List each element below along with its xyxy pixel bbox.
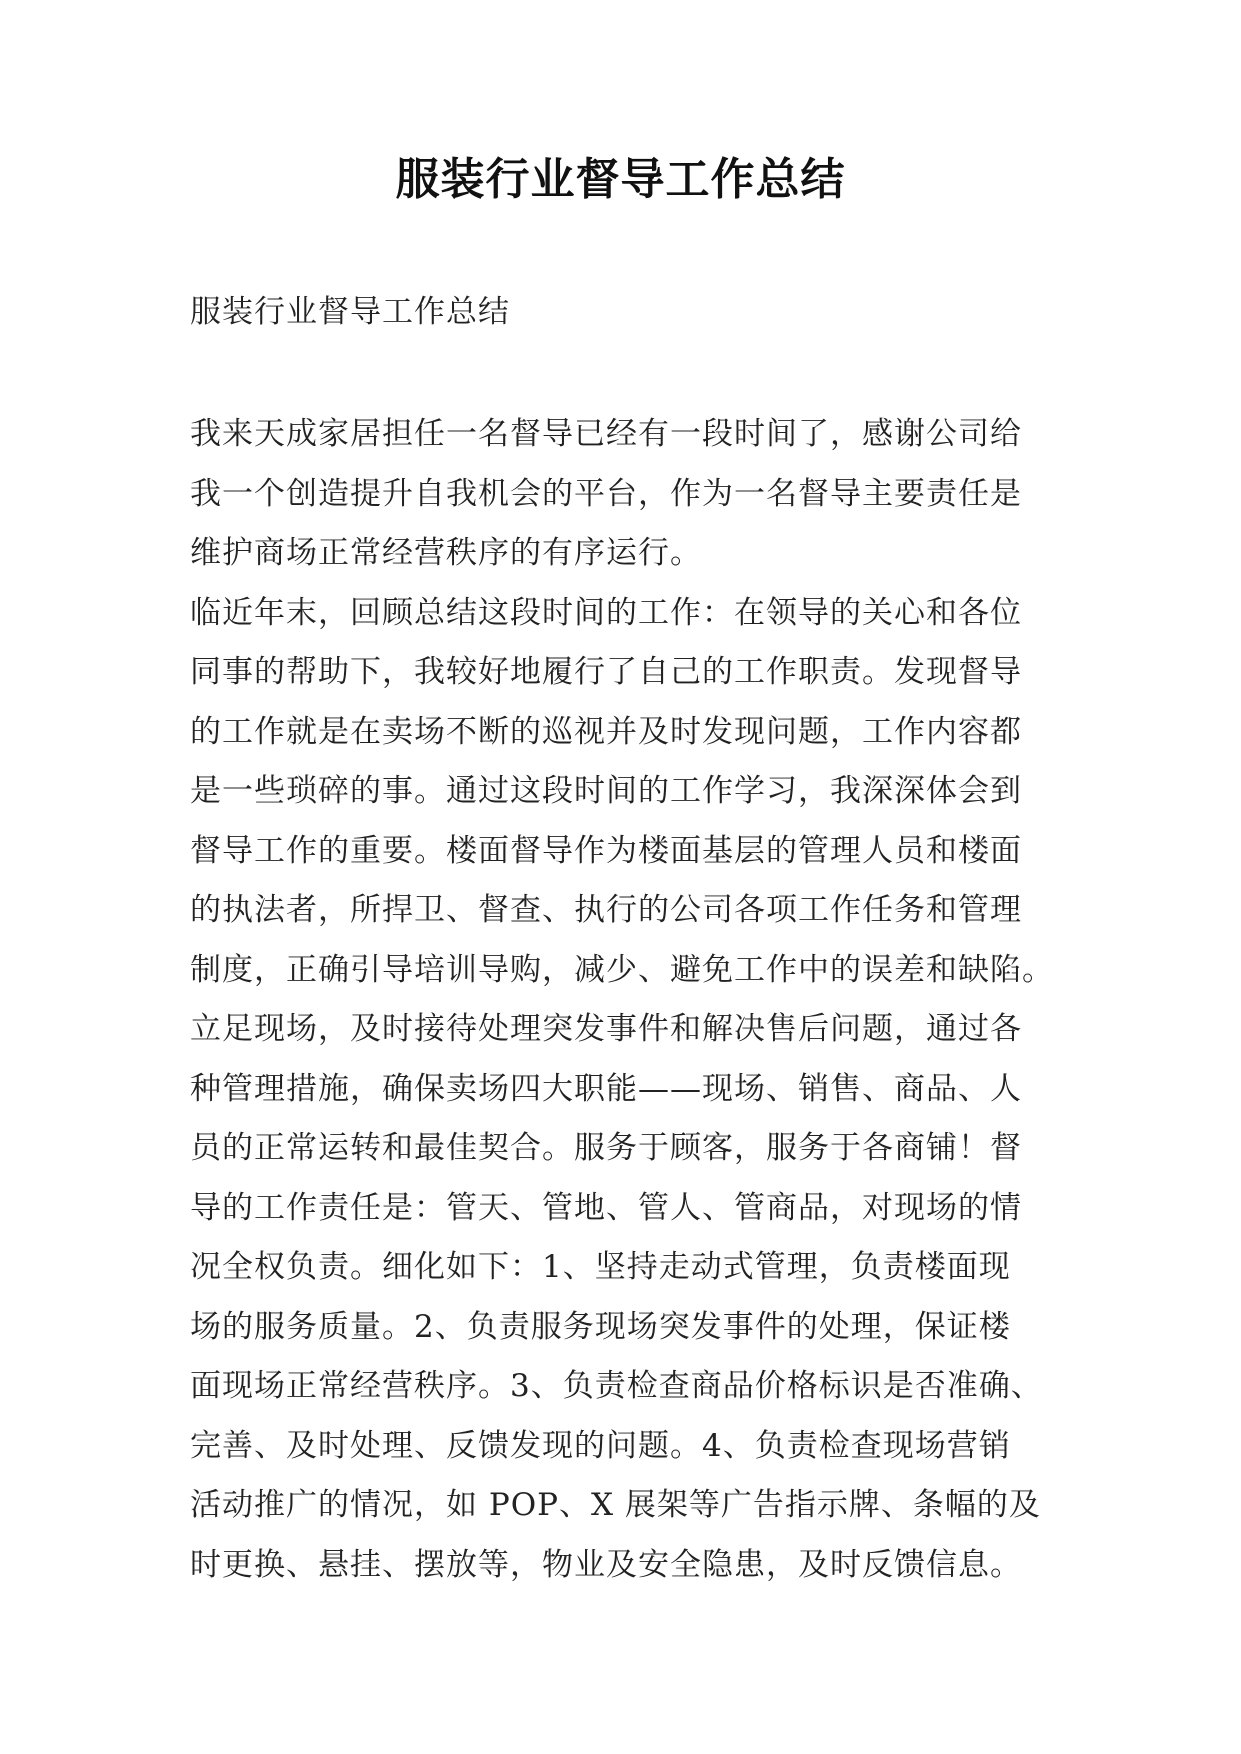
document-title: 服装行业督导工作总结 — [395, 154, 846, 205]
body-line: 完善、及时处理、反馈发现的问题。4、负责检查现场营销 — [190, 1427, 1011, 1464]
body-line: 临近年末，回顾总结这段时间的工作：在领导的关心和各位 — [190, 594, 1022, 631]
body-line: 我来天成家居担任一名督导已经有一段时间了，感谢公司给 — [190, 416, 1022, 452]
body-line: 种管理措施，确保卖场四大职能——现场、销售、商品、人 — [190, 1070, 1022, 1107]
body-line: 场的服务质量。2、负责服务现场突发事件的处理，保证楼 — [190, 1308, 1011, 1345]
body-line: 我一个创造提升自我机会的平台，作为一名督导主要责任是 — [190, 475, 1022, 512]
body-line: 督导工作的重要。楼面督导作为楼面基层的管理人员和楼面 — [190, 832, 1022, 869]
body-line: 立足现场，及时接待处理突发事件和解决售后问题，通过各 — [190, 1011, 1022, 1047]
body-line: 是一些琐碎的事。通过这段时间的工作学习，我深深体会到 — [190, 773, 1022, 809]
body-line: 同事的帮助下，我较好地履行了自己的工作职责。发现督导 — [190, 654, 1022, 690]
body-line: 维护商场正常经营秩序的有序运行。 — [190, 535, 702, 571]
body-line: 员的正常运转和最佳契合。服务于顾客，服务于各商铺！督 — [190, 1130, 1022, 1166]
body-line: 的执法者，所捍卫、督查、执行的公司各项工作任务和管理 — [190, 892, 1022, 928]
body-line: 导的工作责任是：管天、管地、管人、管商品，对现场的情 — [190, 1189, 1022, 1226]
document-subtitle: 服装行业督导工作总结 — [190, 294, 510, 330]
body-line: 时更换、悬挂、摆放等，物业及安全隐患，及时反馈信息。 — [190, 1546, 1022, 1583]
body-line: 制度，正确引导培训导购，减少、避免工作中的误差和缺陷。 — [190, 951, 1054, 988]
body-line: 活动推广的情况，如 POP、X 展架等广告指示牌、条幅的及 — [190, 1487, 1041, 1523]
body-line: 况全权负责。细化如下：1、坚持走动式管理，负责楼面现 — [190, 1249, 1011, 1285]
document-body — [190, 405, 1070, 1595]
body-line: 面现场正常经营秩序。3、负责检查商品价格标识是否准确、 — [190, 1368, 1043, 1404]
body-line: 的工作就是在卖场不断的巡视并及时发现问题，工作内容都 — [190, 713, 1022, 750]
